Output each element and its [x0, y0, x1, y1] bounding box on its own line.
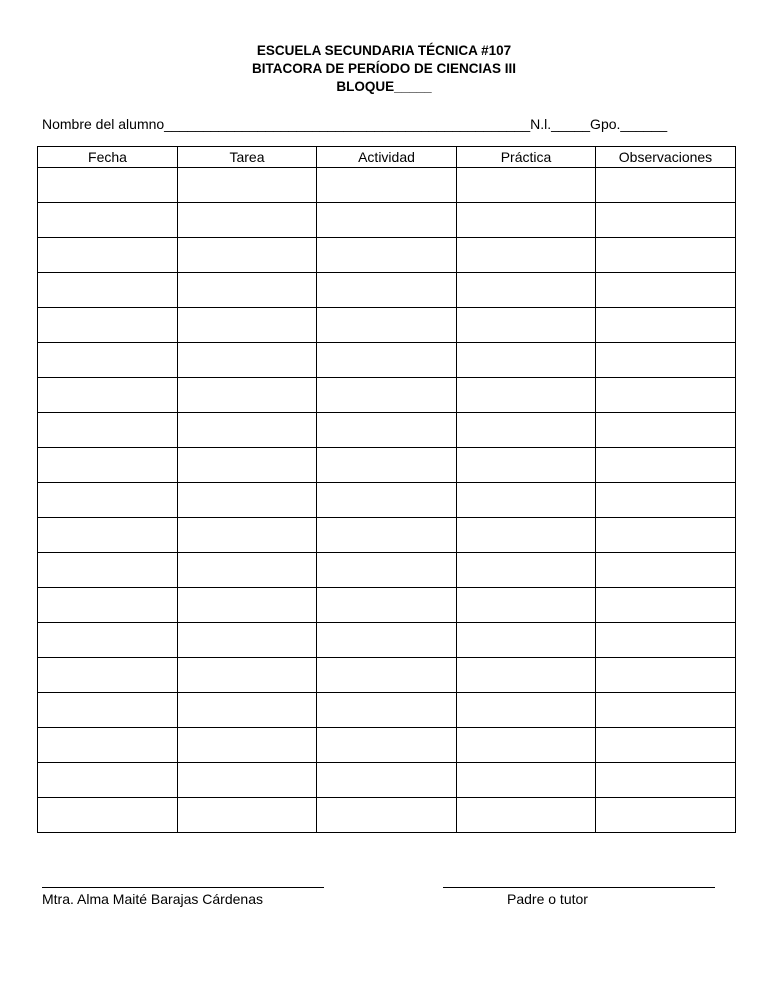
table-cell	[317, 413, 457, 448]
table-cell	[317, 203, 457, 238]
table-cell	[457, 343, 596, 378]
table-cell	[596, 483, 736, 518]
table-cell	[317, 308, 457, 343]
column-header-actividad: Actividad	[317, 147, 457, 168]
table-row	[38, 553, 736, 588]
table-cell	[457, 588, 596, 623]
table-cell	[457, 413, 596, 448]
table-cell	[38, 168, 178, 203]
table-cell	[596, 623, 736, 658]
table-cell	[317, 798, 457, 833]
table-cell	[317, 728, 457, 763]
parent-signature-line	[443, 872, 715, 888]
table-cell	[178, 238, 317, 273]
table-cell	[596, 693, 736, 728]
table-cell	[596, 763, 736, 798]
table-cell	[178, 518, 317, 553]
table-row	[38, 448, 736, 483]
table-cell	[457, 623, 596, 658]
teacher-signature-line	[42, 872, 324, 888]
table-row	[38, 238, 736, 273]
table-cell	[457, 378, 596, 413]
table-cell	[317, 273, 457, 308]
table-cell	[457, 308, 596, 343]
table-cell	[317, 168, 457, 203]
table-cell	[317, 483, 457, 518]
table-cell	[317, 553, 457, 588]
table-cell	[38, 798, 178, 833]
log-table	[37, 146, 736, 833]
table-row	[38, 588, 736, 623]
table-cell	[38, 693, 178, 728]
table-cell	[317, 238, 457, 273]
table-cell	[457, 658, 596, 693]
table-cell	[38, 518, 178, 553]
table-cell	[596, 203, 736, 238]
table-cell	[178, 588, 317, 623]
table-row	[38, 203, 736, 238]
log-title: BITACORA DE PERÍODO DE CIENCIAS III	[251, 61, 517, 76]
table-cell	[38, 343, 178, 378]
table-cell	[38, 203, 178, 238]
table-cell	[596, 308, 736, 343]
table-cell	[178, 483, 317, 518]
table-cell	[38, 483, 178, 518]
table-row	[38, 798, 736, 833]
table-cell	[178, 343, 317, 378]
table-cell	[317, 588, 457, 623]
table-body	[38, 168, 736, 833]
column-header-fecha: Fecha	[38, 147, 178, 168]
table-cell	[596, 273, 736, 308]
table-cell	[596, 168, 736, 203]
table-cell	[38, 238, 178, 273]
table-cell	[457, 798, 596, 833]
table-cell	[178, 168, 317, 203]
table-row	[38, 343, 736, 378]
table-cell	[178, 693, 317, 728]
document-header	[0, 42, 768, 96]
table-row	[38, 483, 736, 518]
table-cell	[596, 658, 736, 693]
table-cell	[457, 238, 596, 273]
table-cell	[178, 728, 317, 763]
table-cell	[596, 448, 736, 483]
table-cell	[457, 483, 596, 518]
column-header-tarea: Tarea	[178, 147, 317, 168]
table-cell	[38, 378, 178, 413]
table-row	[38, 728, 736, 763]
table-row	[38, 308, 736, 343]
table-cell	[457, 448, 596, 483]
table-cell	[38, 623, 178, 658]
table-cell	[457, 728, 596, 763]
teacher-name: Mtra. Alma Maité Barajas Cárdenas	[42, 891, 263, 907]
table-cell	[457, 553, 596, 588]
table-cell	[38, 448, 178, 483]
table-cell	[38, 588, 178, 623]
column-header-practica: Práctica	[457, 147, 596, 168]
table-cell	[596, 728, 736, 763]
student-name-line: Nombre del alumno_______________________________________________N.l._____Gpo.______	[42, 116, 668, 132]
table-cell	[596, 588, 736, 623]
table-header-row	[38, 147, 736, 168]
table-cell	[38, 308, 178, 343]
table-row	[38, 693, 736, 728]
table-cell	[457, 273, 596, 308]
table-cell	[457, 168, 596, 203]
table-cell	[317, 518, 457, 553]
table-cell	[596, 343, 736, 378]
parent-label: Padre o tutor	[507, 891, 588, 907]
table-cell	[38, 658, 178, 693]
table-cell	[38, 763, 178, 798]
table-cell	[596, 798, 736, 833]
table-row	[38, 378, 736, 413]
table-cell	[317, 378, 457, 413]
table-cell	[178, 658, 317, 693]
table-cell	[457, 203, 596, 238]
school-name: ESCUELA SECUNDARIA TÉCNICA #107	[256, 43, 512, 58]
block-field: BLOQUE_____	[336, 79, 432, 94]
table-cell	[38, 413, 178, 448]
table-cell	[596, 518, 736, 553]
table-cell	[596, 413, 736, 448]
column-header-observaciones: Observaciones	[596, 147, 736, 168]
table-cell	[178, 273, 317, 308]
table-cell	[178, 798, 317, 833]
table-cell	[38, 728, 178, 763]
table-cell	[457, 763, 596, 798]
table-cell	[38, 553, 178, 588]
table-row	[38, 658, 736, 693]
table-row	[38, 273, 736, 308]
table-cell	[178, 448, 317, 483]
table-cell	[457, 518, 596, 553]
table-cell	[317, 623, 457, 658]
table-cell	[178, 553, 317, 588]
table-row	[38, 763, 736, 798]
table-row	[38, 518, 736, 553]
table-cell	[317, 448, 457, 483]
table-cell	[178, 623, 317, 658]
table-cell	[596, 238, 736, 273]
table-cell	[178, 763, 317, 798]
table-row	[38, 623, 736, 658]
table-cell	[317, 658, 457, 693]
table-cell	[178, 308, 317, 343]
table-cell	[38, 273, 178, 308]
table-cell	[317, 693, 457, 728]
table-row	[38, 168, 736, 203]
table-cell	[596, 378, 736, 413]
table-cell	[596, 553, 736, 588]
table-row	[38, 413, 736, 448]
table-cell	[457, 693, 596, 728]
table-cell	[178, 413, 317, 448]
table-cell	[317, 763, 457, 798]
table-cell	[317, 343, 457, 378]
table-cell	[178, 378, 317, 413]
table-cell	[178, 203, 317, 238]
